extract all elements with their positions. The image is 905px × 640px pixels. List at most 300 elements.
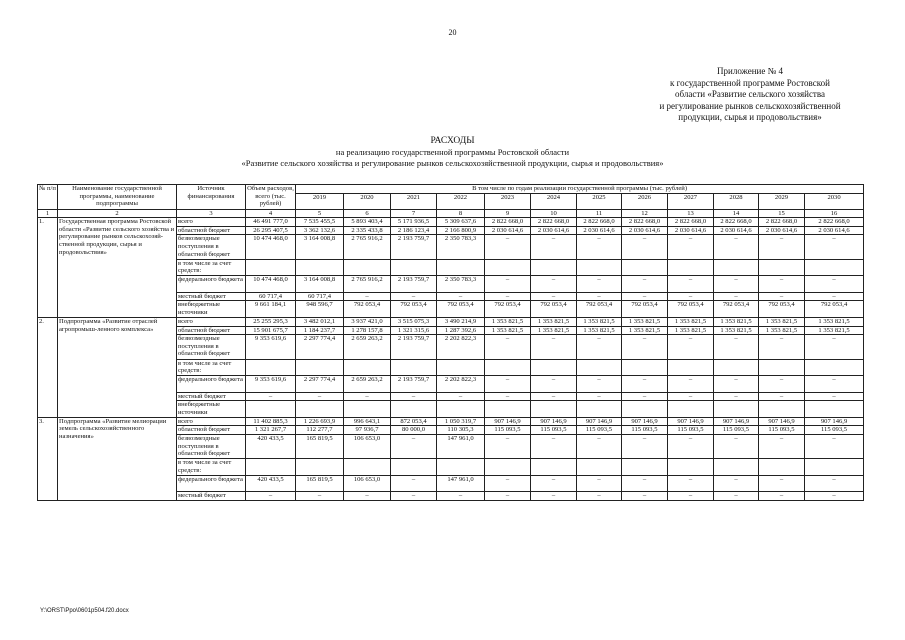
header-column-number: 6: [344, 209, 391, 218]
value-cell: –: [622, 475, 668, 492]
value-cell: –: [759, 492, 805, 501]
value-cell: –: [391, 292, 437, 301]
value-cell: –: [437, 492, 485, 501]
value-cell: [485, 459, 531, 476]
value-cell: [485, 359, 531, 376]
value-cell: 2 193 759,7: [391, 235, 437, 260]
value-cell: [391, 401, 437, 418]
header-column-number: 5: [296, 209, 344, 218]
value-cell: –: [805, 235, 864, 260]
value-cell: 3 490 214,9: [437, 317, 485, 326]
value-cell: 907 146,9: [714, 417, 759, 426]
value-cell: 907 146,9: [531, 417, 577, 426]
value-cell: 792 053,4: [759, 301, 805, 318]
value-cell: 115 093,5: [622, 426, 668, 435]
value-cell: –: [622, 292, 668, 301]
value-cell: 9 353 619,6: [246, 335, 296, 360]
value-cell: 792 053,4: [485, 301, 531, 318]
value-cell: 907 146,9: [759, 417, 805, 426]
value-cell: –: [622, 335, 668, 360]
header-column-number: 8: [437, 209, 485, 218]
value-cell: [714, 359, 759, 376]
value-cell: –: [391, 492, 437, 501]
value-cell: 1 184 237,7: [296, 326, 344, 335]
value-cell: 2 030 614,6: [577, 226, 622, 235]
section-number: 1.: [38, 218, 58, 318]
value-cell: 792 053,4: [344, 301, 391, 318]
value-cell: –: [714, 376, 759, 393]
value-cell: –: [577, 475, 622, 492]
section-number: 2.: [38, 317, 58, 417]
value-cell: –: [344, 492, 391, 501]
value-cell: 2 822 668,0: [759, 218, 805, 227]
value-cell: 7 535 455,5: [296, 218, 344, 227]
value-cell: 26 295 407,5: [246, 226, 296, 235]
funding-source: безвозмездные поступления в областной бюджет: [177, 235, 246, 260]
funding-source: местный бюджет: [177, 492, 246, 501]
value-cell: 2 030 614,6: [531, 226, 577, 235]
value-cell: –: [714, 276, 759, 293]
value-cell: 1 353 821,5: [577, 317, 622, 326]
value-cell: –: [759, 292, 805, 301]
value-cell: 106 653,0: [344, 475, 391, 492]
value-cell: 110 305,3: [437, 426, 485, 435]
value-cell: 3 362 132,6: [296, 226, 344, 235]
value-cell: [296, 459, 344, 476]
funding-source: областной бюджет: [177, 226, 246, 235]
header-column-number: 4: [246, 209, 296, 218]
value-cell: 2 297 774,4: [296, 335, 344, 360]
value-cell: 1 353 821,5: [531, 317, 577, 326]
value-cell: 115 093,5: [759, 426, 805, 435]
value-cell: –: [577, 292, 622, 301]
value-cell: [577, 459, 622, 476]
value-cell: –: [622, 492, 668, 501]
header-column-number: 9: [485, 209, 531, 218]
file-path-footer: Y:\ORST\Ppo\0601p504.f20.docx: [40, 608, 129, 614]
value-cell: 3 164 008,8: [296, 276, 344, 293]
value-cell: [391, 359, 437, 376]
value-cell: –: [531, 492, 577, 501]
value-cell: 907 146,9: [622, 417, 668, 426]
value-cell: 1 353 821,5: [668, 317, 714, 326]
value-cell: –: [759, 434, 805, 459]
value-cell: 1 353 821,5: [485, 326, 531, 335]
value-cell: –: [759, 376, 805, 393]
value-cell: –: [531, 335, 577, 360]
value-cell: 2 822 668,0: [668, 218, 714, 227]
value-cell: –: [668, 376, 714, 393]
page-number: 20: [448, 28, 457, 37]
value-cell: 1 353 821,5: [622, 317, 668, 326]
header-column-number: 7: [391, 209, 437, 218]
header-year: 2022: [437, 193, 485, 209]
header-volume: Объем расходов, всего (тыс. рублей): [247, 185, 294, 208]
value-cell: –: [714, 392, 759, 401]
value-cell: 46 491 777,0: [246, 218, 296, 227]
funding-source: безвозмездные поступления в областной бюджет: [177, 335, 246, 360]
value-cell: –: [714, 475, 759, 492]
value-cell: [531, 459, 577, 476]
value-cell: [296, 359, 344, 376]
header-year: 2028: [714, 193, 759, 209]
table-row: [38, 317, 864, 326]
value-cell: [668, 459, 714, 476]
value-cell: –: [577, 235, 622, 260]
header-year: 2023: [485, 193, 531, 209]
value-cell: 115 093,5: [577, 426, 622, 435]
header-column-number: 13: [668, 209, 714, 218]
value-cell: 115 093,5: [805, 426, 864, 435]
section-number: 3.: [38, 417, 58, 500]
value-cell: [296, 259, 344, 276]
value-cell: 1 353 821,5: [577, 326, 622, 335]
value-cell: –: [668, 335, 714, 360]
value-cell: 420 433,5: [246, 475, 296, 492]
value-cell: 2 822 668,0: [577, 218, 622, 227]
value-cell: 1 353 821,5: [759, 317, 805, 326]
value-cell: [344, 259, 391, 276]
value-cell: [344, 401, 391, 418]
value-cell: 115 093,5: [531, 426, 577, 435]
value-cell: –: [714, 292, 759, 301]
header-column-numbers: [38, 209, 864, 218]
value-cell: 792 053,4: [577, 301, 622, 318]
section-name: Подпрограмма «Развитие мелиорации земель сельскохозяйственного назначения»: [58, 417, 177, 500]
value-cell: 872 053,4: [391, 417, 437, 426]
value-cell: –: [759, 276, 805, 293]
value-cell: 2 822 668,0: [622, 218, 668, 227]
document-subtitle: на реализацию государственной программы Ростовской области: [335, 147, 570, 157]
value-cell: 112 277,7: [296, 426, 344, 435]
value-cell: 2 030 614,6: [622, 226, 668, 235]
value-cell: 115 093,5: [668, 426, 714, 435]
funding-source: в том числе за счет средств:: [177, 259, 246, 276]
value-cell: [714, 401, 759, 418]
table-row: [38, 417, 864, 426]
appendix-line: и регулирование рынков сельскохозяйственной: [659, 100, 841, 111]
value-cell: [622, 459, 668, 476]
value-cell: 97 936,7: [344, 426, 391, 435]
value-cell: 2 030 614,6: [485, 226, 531, 235]
header-year: 2025: [577, 193, 622, 209]
header-column-number: 12: [622, 209, 668, 218]
value-cell: 3 937 421,0: [344, 317, 391, 326]
value-cell: [577, 359, 622, 376]
value-cell: 80 000,0: [391, 426, 437, 435]
header-year: 2024: [531, 193, 577, 209]
appendix-line: Приложение № 4: [717, 66, 783, 76]
value-cell: [759, 259, 805, 276]
value-cell: 5 171 936,5: [391, 218, 437, 227]
value-cell: 792 053,4: [622, 301, 668, 318]
value-cell: 792 053,4: [437, 301, 485, 318]
value-cell: 2 166 800,9: [437, 226, 485, 235]
value-cell: 420 433,5: [246, 434, 296, 459]
value-cell: –: [668, 434, 714, 459]
value-cell: 948 596,7: [296, 301, 344, 318]
value-cell: –: [759, 335, 805, 360]
value-cell: 2 030 614,6: [714, 226, 759, 235]
table-body: [38, 218, 864, 501]
header-year: 2029: [759, 193, 805, 209]
value-cell: 907 146,9: [668, 417, 714, 426]
value-cell: 115 093,5: [485, 426, 531, 435]
funding-source: всего: [177, 317, 246, 326]
value-cell: [759, 359, 805, 376]
value-cell: 1 278 157,8: [344, 326, 391, 335]
value-cell: 106 653,0: [344, 434, 391, 459]
value-cell: 10 474 468,0: [246, 235, 296, 260]
value-cell: –: [622, 392, 668, 401]
value-cell: –: [622, 235, 668, 260]
value-cell: –: [668, 475, 714, 492]
value-cell: –: [805, 392, 864, 401]
value-cell: –: [577, 335, 622, 360]
value-cell: 2 193 759,7: [391, 376, 437, 393]
document-title: РАСХОДЫ: [430, 136, 475, 146]
value-cell: –: [531, 475, 577, 492]
expenses-table: [37, 184, 864, 501]
value-cell: –: [485, 235, 531, 260]
value-cell: 1 353 821,5: [485, 317, 531, 326]
header-num: № п/п: [38, 185, 58, 210]
funding-source: всего: [177, 417, 246, 426]
header-year: 2019: [296, 193, 344, 209]
value-cell: 2 822 668,0: [805, 218, 864, 227]
header-year: 2026: [622, 193, 668, 209]
value-cell: –: [344, 392, 391, 401]
table-header: [38, 185, 864, 218]
value-cell: 11 402 885,3: [246, 417, 296, 426]
value-cell: 165 819,5: [296, 434, 344, 459]
funding-source: федерального бюджета: [177, 475, 246, 492]
value-cell: [805, 259, 864, 276]
value-cell: 15 901 675,7: [246, 326, 296, 335]
value-cell: [622, 259, 668, 276]
value-cell: –: [622, 376, 668, 393]
value-cell: –: [759, 475, 805, 492]
value-cell: –: [668, 492, 714, 501]
header-column-number: 2: [58, 209, 177, 218]
value-cell: –: [805, 475, 864, 492]
value-cell: 1 353 821,5: [622, 326, 668, 335]
appendix-line: к государственной программе Ростовской: [670, 77, 830, 88]
value-cell: 115 093,5: [714, 426, 759, 435]
value-cell: –: [577, 492, 622, 501]
value-cell: 9 661 184,1: [246, 301, 296, 318]
value-cell: 60 717,4: [296, 292, 344, 301]
value-cell: [485, 259, 531, 276]
value-cell: 147 961,0: [437, 434, 485, 459]
header-name: Наименование государственной программы, наименование подпрограммы: [58, 185, 177, 210]
funding-source: внебюджетные источники: [177, 401, 246, 418]
value-cell: 2 193 759,7: [391, 335, 437, 360]
header-column-number: 15: [759, 209, 805, 218]
value-cell: –: [391, 392, 437, 401]
value-cell: [391, 259, 437, 276]
value-cell: –: [714, 434, 759, 459]
value-cell: [246, 359, 296, 376]
value-cell: 2 202 822,3: [437, 376, 485, 393]
value-cell: 2 765 916,2: [344, 235, 391, 260]
value-cell: 3 515 075,3: [391, 317, 437, 326]
value-cell: –: [668, 292, 714, 301]
value-cell: 1 050 319,7: [437, 417, 485, 426]
header-column-number: 14: [714, 209, 759, 218]
value-cell: 2 659 263,2: [344, 376, 391, 393]
value-cell: 2 822 668,0: [714, 218, 759, 227]
header-year: 2021: [391, 193, 437, 209]
value-cell: 2 297 774,4: [296, 376, 344, 393]
value-cell: [668, 259, 714, 276]
value-cell: [437, 401, 485, 418]
value-cell: –: [714, 235, 759, 260]
value-cell: [714, 259, 759, 276]
value-cell: [296, 401, 344, 418]
value-cell: –: [485, 376, 531, 393]
value-cell: –: [622, 276, 668, 293]
value-cell: [805, 401, 864, 418]
value-cell: [246, 259, 296, 276]
value-cell: 2 030 614,6: [668, 226, 714, 235]
value-cell: [577, 401, 622, 418]
section-name: Подпрограмма «Развитие отраслей агропромыш-ленного комплекса»: [58, 317, 177, 417]
value-cell: 10 474 468,0: [246, 276, 296, 293]
value-cell: –: [485, 335, 531, 360]
funding-source: в том числе за счет средств:: [177, 459, 246, 476]
value-cell: –: [485, 475, 531, 492]
value-cell: –: [668, 235, 714, 260]
value-cell: 1 353 821,5: [759, 326, 805, 335]
value-cell: –: [531, 392, 577, 401]
value-cell: 5 309 637,6: [437, 218, 485, 227]
value-cell: 996 643,1: [344, 417, 391, 426]
value-cell: 2 350 783,3: [437, 276, 485, 293]
value-cell: –: [577, 434, 622, 459]
value-cell: –: [805, 376, 864, 393]
appendix-line: продукции, сырья и продовольствия»: [678, 112, 822, 122]
value-cell: [531, 259, 577, 276]
value-cell: 792 053,4: [805, 301, 864, 318]
value-cell: –: [577, 276, 622, 293]
value-cell: [391, 459, 437, 476]
funding-source: безвозмездные поступления в областной бюджет: [177, 434, 246, 459]
value-cell: 3 482 012,1: [296, 317, 344, 326]
value-cell: 2 186 123,4: [391, 226, 437, 235]
value-cell: [622, 359, 668, 376]
value-cell: 2 030 614,6: [759, 226, 805, 235]
value-cell: [246, 459, 296, 476]
value-cell: 1 287 392,6: [437, 326, 485, 335]
value-cell: –: [805, 434, 864, 459]
value-cell: 792 053,4: [668, 301, 714, 318]
value-cell: –: [531, 434, 577, 459]
value-cell: [668, 359, 714, 376]
value-cell: –: [531, 292, 577, 301]
funding-source: в том числе за счет средств:: [177, 359, 246, 376]
value-cell: –: [668, 392, 714, 401]
header-column-number: 11: [577, 209, 622, 218]
value-cell: 907 146,9: [485, 417, 531, 426]
document-heading: [0, 136, 905, 169]
value-cell: –: [437, 392, 485, 401]
value-cell: 1 353 821,5: [805, 317, 864, 326]
value-cell: 2 822 668,0: [531, 218, 577, 227]
value-cell: –: [485, 276, 531, 293]
funding-source: федерального бюджета: [177, 276, 246, 293]
value-cell: [531, 401, 577, 418]
value-cell: [622, 401, 668, 418]
funding-source: местный бюджет: [177, 392, 246, 401]
table-row: [38, 218, 864, 227]
value-cell: 1 353 821,5: [805, 326, 864, 335]
value-cell: 165 819,5: [296, 475, 344, 492]
header-column-number: 1: [38, 209, 58, 218]
value-cell: –: [759, 392, 805, 401]
value-cell: [714, 459, 759, 476]
value-cell: 2 202 822,3: [437, 335, 485, 360]
header-years-caption: В том числе по годам реализации государственной программы (тыс. рублей): [296, 185, 864, 194]
funding-source: областной бюджет: [177, 326, 246, 335]
value-cell: 2 350 783,3: [437, 235, 485, 260]
value-cell: –: [485, 292, 531, 301]
header-column-number: 10: [531, 209, 577, 218]
value-cell: –: [577, 376, 622, 393]
value-cell: [485, 401, 531, 418]
value-cell: 792 053,4: [531, 301, 577, 318]
value-cell: [668, 401, 714, 418]
section-name: Государственная программа Ростовской области «Развитие сельского хозяйства и регулирование рынков сельскохозяй-ственной продукции, сырья и продовольствия»: [58, 218, 177, 318]
value-cell: [437, 359, 485, 376]
value-cell: –: [531, 276, 577, 293]
header-year: 2027: [668, 193, 714, 209]
value-cell: [344, 459, 391, 476]
value-cell: 1 226 693,9: [296, 417, 344, 426]
value-cell: –: [437, 292, 485, 301]
value-cell: 792 053,4: [714, 301, 759, 318]
funding-source: областной бюджет: [177, 426, 246, 435]
value-cell: 2 335 433,8: [344, 226, 391, 235]
value-cell: [437, 259, 485, 276]
funding-source: всего: [177, 218, 246, 227]
value-cell: –: [391, 475, 437, 492]
value-cell: –: [805, 276, 864, 293]
document-subtitle: «Развитие сельского хозяйства и регулирование рынков сельскохозяйственной продукции, сырья и продовольствия»: [241, 158, 664, 168]
value-cell: 60 717,4: [246, 292, 296, 301]
value-cell: [805, 359, 864, 376]
value-cell: –: [296, 492, 344, 501]
value-cell: [344, 359, 391, 376]
value-cell: 2 765 916,2: [344, 276, 391, 293]
appendix-block: [600, 66, 900, 124]
value-cell: 147 961,0: [437, 475, 485, 492]
appendix-line: области «Развитие сельского хозяйства: [675, 89, 825, 99]
value-cell: –: [296, 392, 344, 401]
value-cell: [437, 459, 485, 476]
value-cell: –: [805, 292, 864, 301]
value-cell: –: [531, 235, 577, 260]
value-cell: –: [485, 492, 531, 501]
value-cell: –: [714, 492, 759, 501]
value-cell: –: [485, 392, 531, 401]
value-cell: 1 353 821,5: [531, 326, 577, 335]
value-cell: –: [485, 434, 531, 459]
header-year: 2020: [344, 193, 391, 209]
value-cell: [531, 359, 577, 376]
value-cell: –: [622, 434, 668, 459]
value-cell: 1 353 821,5: [668, 326, 714, 335]
